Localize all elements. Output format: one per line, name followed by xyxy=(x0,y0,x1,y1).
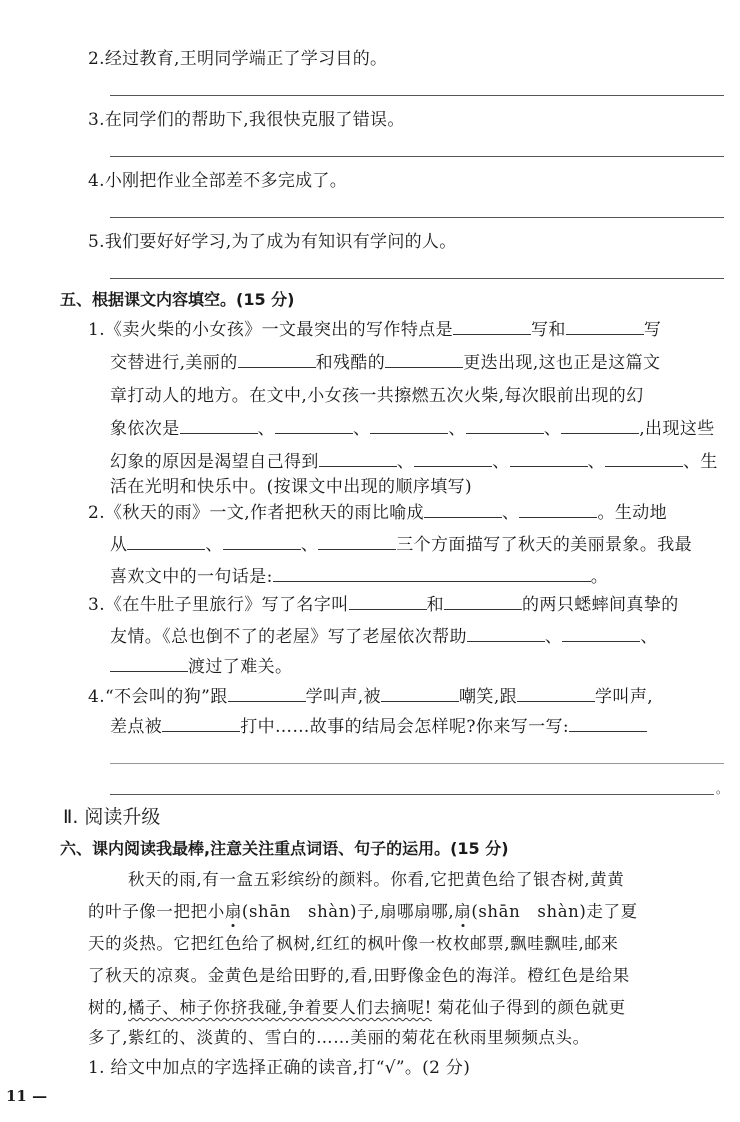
blank[interactable] xyxy=(110,670,188,672)
page-number: 11 — xyxy=(6,1087,48,1105)
s5-q2-line3: 喜欢文中的一句话是: 。 xyxy=(110,567,609,587)
pinyin-options[interactable]: (shān shàn) xyxy=(241,902,358,921)
blank[interactable] xyxy=(562,640,640,642)
s5-q1-line4: 象依次是 、 、 、 、 ,出现这些 xyxy=(110,419,715,439)
passage-line1: 秋天的雨,有一盒五彩缤纷的颜料。你看,它把黄色给了银杏树,黄黄 xyxy=(128,870,625,889)
dotted-char: 扇 xyxy=(454,902,472,921)
blank[interactable] xyxy=(414,465,492,467)
blank[interactable] xyxy=(467,640,545,642)
sentence-5: 5.我们要好好学习,为了成为有知识有学问的人。 xyxy=(88,232,457,252)
blank[interactable] xyxy=(424,516,502,518)
dotted-char: 扇 xyxy=(224,902,242,921)
answer-line-q4b[interactable] xyxy=(110,794,714,795)
section6-title: 六、课内阅读我最棒,注意关注重点词语、句子的运用。(15 分) xyxy=(60,839,509,858)
s5-q3-line3: 渡过了难关。 xyxy=(110,652,292,677)
sentence-2: 2.经过教育,王明同学端正了学习目的。 xyxy=(88,49,388,69)
sentence-3: 3.在同学们的帮助下,我很快克服了错误。 xyxy=(88,110,405,130)
answer-line-q4a[interactable] xyxy=(110,763,724,764)
blank[interactable] xyxy=(510,465,588,467)
s5-q4-line2: 差点被 打中……故事的结局会怎样呢?你来写一写: xyxy=(110,712,647,737)
blank[interactable] xyxy=(444,608,522,610)
passage-line3: 天的炎热。它把红色给了枫树,红红的枫叶像一枚枚邮票,飘哇飘哇,邮来 xyxy=(88,934,619,953)
blank[interactable] xyxy=(318,548,396,550)
blank[interactable] xyxy=(228,700,306,702)
blank[interactable] xyxy=(453,333,531,335)
wavy-underlined-sentence: 橘子、柿子你挤我碰,争着要人们去摘呢! xyxy=(128,998,432,1017)
passage-line4: 了秋天的凉爽。金黄色是给田野的,看,田野像金色的海洋。橙红色是给果 xyxy=(88,966,630,985)
s5-q1-line3: 章打动人的地方。在文中,小女孩一共擦燃五次火柴,每次眼前出现的幻 xyxy=(110,386,644,406)
passage-line2: 的叶子像一把把小扇(shān shàn)子,扇哪扇哪,扇(shān shàn)走了夏 xyxy=(88,902,638,921)
answer-line-3[interactable] xyxy=(110,156,724,157)
s5-q3-line1: 3.《在牛肚子里旅行》写了名字叫 和 的两只蟋蟀间真挚的 xyxy=(88,595,679,615)
s6-q1: 1. 给文中加点的字选择正确的读音,打“√”。(2 分) xyxy=(88,1058,471,1078)
blank[interactable] xyxy=(127,548,205,550)
blank[interactable] xyxy=(319,465,397,467)
blank[interactable] xyxy=(517,700,595,702)
answer-line-4[interactable] xyxy=(110,217,724,218)
blank[interactable] xyxy=(162,730,240,732)
sentence-4: 4.小刚把作业全部差不多完成了。 xyxy=(88,171,348,191)
answer-line-2[interactable] xyxy=(110,95,724,96)
s5-q1-line6: 活在光明和快乐中。(按课文中出现的顺序填写) xyxy=(110,477,473,497)
s5-q1-line2: 交替进行,美丽的 和残酷的 更迭出现,这也正是这篇文 xyxy=(110,353,661,373)
blank[interactable] xyxy=(385,366,463,368)
blank[interactable] xyxy=(238,366,316,368)
blank[interactable] xyxy=(381,700,459,702)
blank[interactable] xyxy=(605,465,683,467)
answer-line-5[interactable] xyxy=(110,278,724,279)
blank[interactable] xyxy=(273,580,591,582)
blank[interactable] xyxy=(569,730,647,732)
s5-q3-line2: 友情。《总也倒不了的老屋》写了老屋依次帮助 、 、 xyxy=(110,627,658,647)
s5-q4-line1: 4.“不会叫的狗”跟 学叫声,被 嘲笑,跟 学叫声, xyxy=(88,687,654,707)
blank[interactable] xyxy=(180,432,258,434)
blank[interactable] xyxy=(566,333,644,335)
passage-line6: 多了,紫红的、淡黄的、雪白的……美丽的菊花在秋雨里频频点头。 xyxy=(88,1028,590,1047)
s5-q2-line2: 从 、 、 三个方面描写了秋天的美丽景象。我最 xyxy=(110,535,693,555)
s5-q1-line1: 1.《卖火柴的小女孩》一文最突出的写作特点是 写和 写 xyxy=(88,320,662,340)
part2-title: Ⅱ. 阅读升级 xyxy=(63,806,161,828)
q4-end-period: 。 xyxy=(716,782,729,796)
blank[interactable] xyxy=(370,432,448,434)
pinyin-options[interactable]: (shān shàn) xyxy=(471,902,587,921)
s5-q2-line1: 2.《秋天的雨》一文,作者把秋天的雨比喻成 、 。生动地 xyxy=(88,503,668,523)
blank[interactable] xyxy=(223,548,301,550)
blank[interactable] xyxy=(519,516,597,518)
s5-q1-line5: 幻象的原因是渴望自己得到 、 、 、 、生 xyxy=(110,452,718,472)
blank[interactable] xyxy=(466,432,544,434)
blank[interactable] xyxy=(349,608,427,610)
section5-title: 五、根据课文内容填空。(15 分) xyxy=(60,290,295,309)
blank[interactable] xyxy=(561,432,639,434)
blank[interactable] xyxy=(275,432,353,434)
passage-line5: 树的,橘子、柿子你挤我碰,争着要人们去摘呢! 菊花仙子得到的颜色就更 xyxy=(88,998,626,1017)
